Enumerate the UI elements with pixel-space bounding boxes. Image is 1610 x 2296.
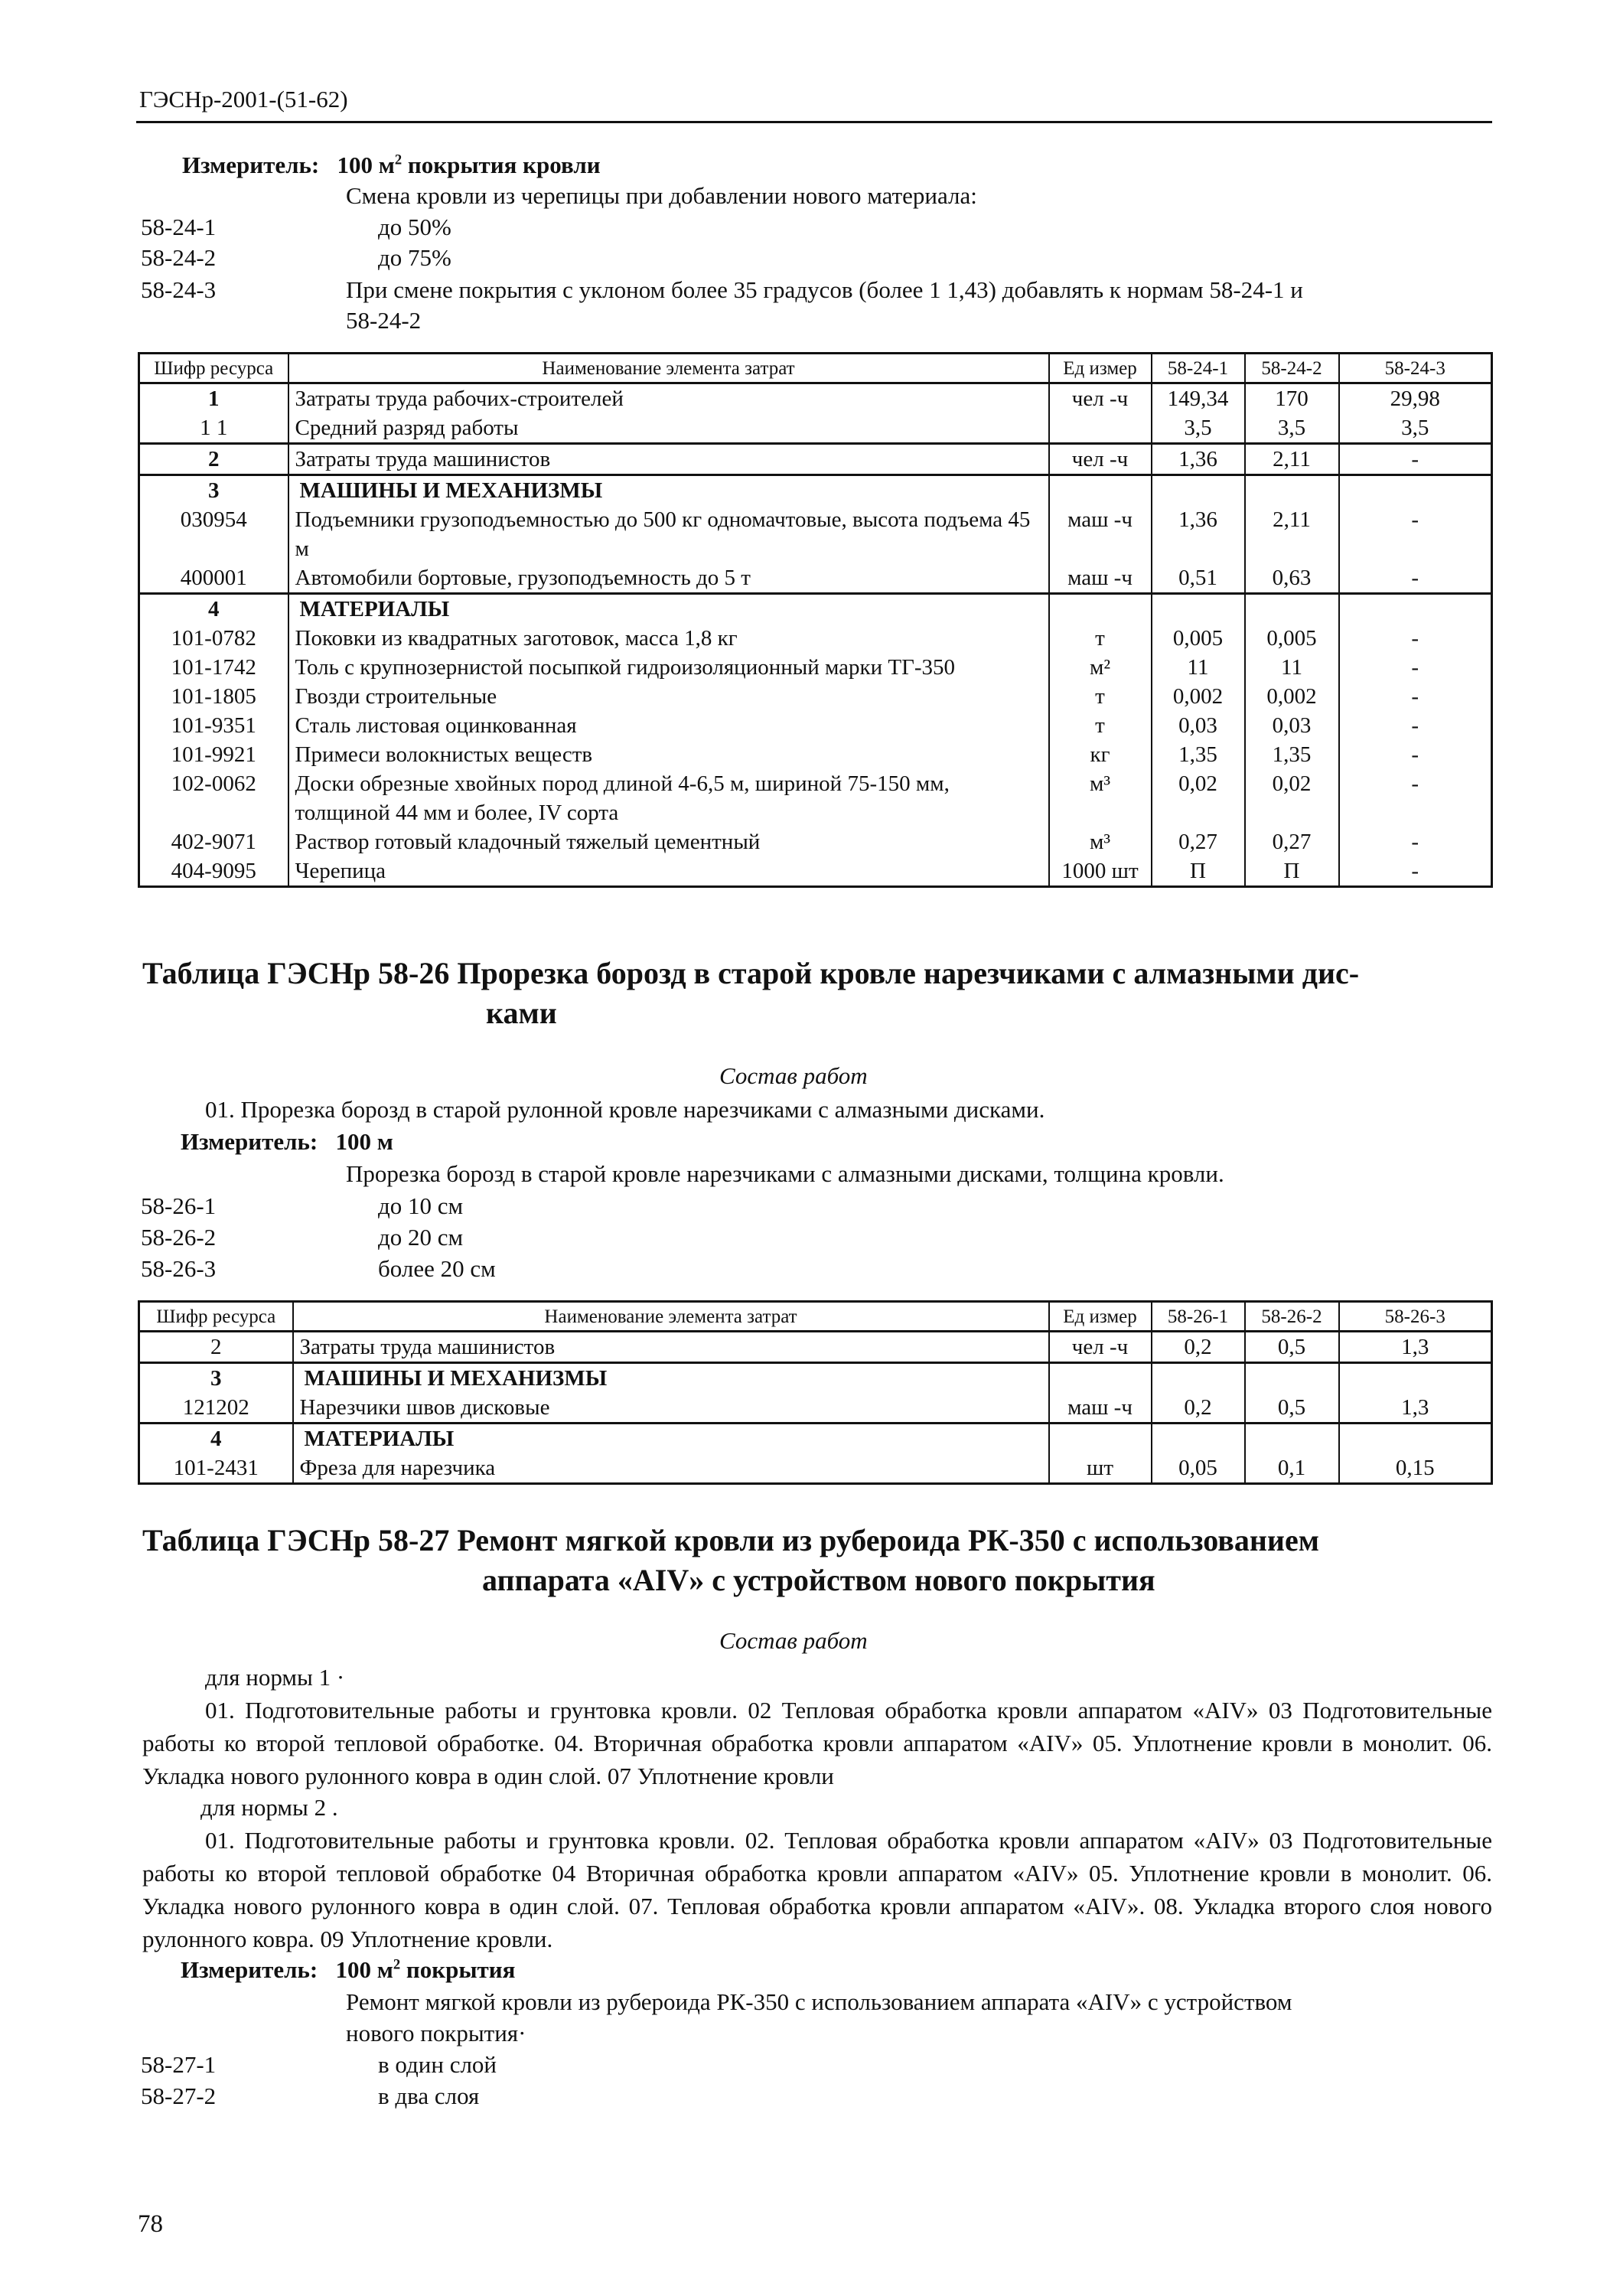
- resource-unit: маш -ч: [1049, 1393, 1152, 1424]
- resource-code: 101-9351: [139, 711, 288, 740]
- col-header-norm-2: 58-26-2: [1245, 1302, 1339, 1332]
- table-row: [139, 383, 1492, 414]
- col-header-norm-3: 58-24-3: [1339, 354, 1492, 383]
- resource-name: Подъемники грузоподъемностью до 500 кг одномачтовые, высота подъема 45 м: [288, 505, 1049, 563]
- resource-name: Затраты труда машинистов: [288, 444, 1049, 475]
- value-norm-3: -: [1339, 856, 1492, 887]
- resource-unit: маш -ч: [1049, 563, 1152, 594]
- measure-sup: 2: [393, 1956, 401, 1973]
- measure-line-58-24: [182, 150, 601, 181]
- norm-code: 58-24-1: [141, 214, 217, 240]
- measure-sup: 2: [394, 152, 402, 168]
- value-norm-1: 0,005: [1152, 624, 1245, 653]
- resource-unit: чел -ч: [1049, 383, 1152, 414]
- table-row: [139, 624, 1492, 653]
- value-norm-1: 3,5: [1152, 413, 1245, 444]
- value-norm-1: 0,03: [1152, 711, 1245, 740]
- table-row: [139, 711, 1492, 740]
- measure-line-58-27: [181, 1955, 515, 1985]
- value-norm-3: -: [1339, 711, 1492, 740]
- value-norm-1: 0,05: [1152, 1453, 1245, 1484]
- value-norm-2: 0,002: [1245, 682, 1339, 711]
- value-norm-3: 1,3: [1339, 1393, 1492, 1424]
- norm1-works: 01. Подготовительные работы и грунтовка кровли. 02 Тепловая обработка кровли аппаратом «AIV» 03 Подготовительные работы ко второй тепловой обработке. 04. Вторичная обработка кровли аппаратом «AIV» 05. Уплотнение кровли в монолит. 06. Укладка нового рулонного ковра в один слой. 07 Уплотнение кровли: [142, 1697, 1492, 1789]
- value-norm-2: 1,35: [1245, 740, 1339, 769]
- resource-code: 4: [139, 594, 288, 625]
- resource-unit: м³: [1049, 827, 1152, 856]
- table-row: [139, 444, 1492, 475]
- table-row: [139, 505, 1492, 563]
- resource-code: 402-9071: [139, 827, 288, 856]
- col-header-name: Наименование элемента затрат: [293, 1302, 1049, 1332]
- measure-label: Измеритель:: [182, 152, 320, 178]
- table-section-row: [139, 475, 1492, 506]
- resource-code: 101-0782: [139, 624, 288, 653]
- page-number: 78: [138, 2210, 163, 2238]
- col-header-name: Наименование элемента затрат: [288, 354, 1049, 383]
- empty-cell: [1339, 594, 1492, 625]
- resource-name: Затраты труда рабочих-строителей: [288, 383, 1049, 414]
- value-norm-1: 1,36: [1152, 505, 1245, 563]
- table-group-machines: [139, 475, 1492, 594]
- empty-cell: [1245, 475, 1339, 506]
- value-norm-3: -: [1339, 444, 1492, 475]
- value-norm-3: 1,3: [1339, 1332, 1492, 1363]
- value-norm-1: 11: [1152, 653, 1245, 682]
- value-norm-1: 0,27: [1152, 827, 1245, 856]
- value-norm-3: 0,15: [1339, 1453, 1492, 1484]
- resource-code: 4: [139, 1424, 293, 1454]
- empty-cell: [1049, 475, 1152, 506]
- resource-unit: шт: [1049, 1453, 1152, 1484]
- value-norm-2: 3,5: [1245, 413, 1339, 444]
- norm-code: 58-27-1: [141, 2051, 217, 2078]
- norm-code: 58-24-3: [141, 276, 217, 303]
- value-norm-2: 0,1: [1245, 1453, 1339, 1484]
- measure-label: Измеритель:: [181, 1956, 318, 1983]
- norm-intro-58-27-line1: Ремонт мягкой кровли из рубероида РК-350 с использованием аппарата «AIV» с устройством: [346, 1988, 1292, 2015]
- empty-cell: [1152, 1363, 1245, 1394]
- value-norm-2: П: [1245, 856, 1339, 887]
- value-norm-2: 0,27: [1245, 827, 1339, 856]
- norm-text: до 20 см: [378, 1224, 464, 1251]
- norm-code: 58-27-2: [141, 2082, 217, 2109]
- table-header-row: [139, 1302, 1492, 1332]
- value-norm-1: 0,2: [1152, 1393, 1245, 1424]
- norm-text: до 75%: [378, 244, 451, 271]
- resource-code: 400001: [139, 563, 288, 594]
- norm-text: до 10 см: [378, 1192, 464, 1219]
- resource-code: 101-1805: [139, 682, 288, 711]
- resource-code: 404-9095: [139, 856, 288, 887]
- resource-name: Доски обрезные хвойных пород длиной 4-6,5 м, шириной 75-150 мм, толщиной 44 мм и более, IV сорта: [288, 769, 1049, 827]
- value-norm-1: П: [1152, 856, 1245, 887]
- value-norm-2: 0,005: [1245, 624, 1339, 653]
- value-norm-1: 0,002: [1152, 682, 1245, 711]
- value-norm-2: 0,5: [1245, 1332, 1339, 1363]
- norm-text: более 20 см: [378, 1255, 496, 1282]
- norm-text: в один слой: [378, 2051, 497, 2078]
- resource-name: Толь с крупнозернистой посыпкой гидроизоляционный марки ТГ-350: [288, 653, 1049, 682]
- resource-code: 1 1: [139, 413, 288, 444]
- norm-code: 58-26-1: [141, 1192, 217, 1219]
- section-heading: МАТЕРИАЛЫ: [293, 1424, 1049, 1454]
- resource-unit: т: [1049, 711, 1152, 740]
- empty-cell: [1339, 1363, 1492, 1394]
- table-row: [139, 1453, 1492, 1484]
- value-norm-2: 2,11: [1245, 505, 1339, 563]
- table-group-operators: [139, 444, 1492, 475]
- measure-value: 100 м: [335, 1956, 393, 1983]
- resource-name: Фреза для нарезчика: [293, 1453, 1049, 1484]
- resource-code: 101-2431: [139, 1453, 293, 1484]
- value-norm-1: 0,2: [1152, 1332, 1245, 1363]
- table-group-labor: [139, 383, 1492, 444]
- table-title-58-27-line1: Таблица ГЭСНр 58-27 Ремонт мягкой кровли из рубероида РК-350 с использованием: [142, 1523, 1319, 1557]
- resource-code: 2: [139, 1332, 293, 1363]
- resource-name: Гвозди строительные: [288, 682, 1049, 711]
- norm-text: до 50%: [378, 214, 451, 240]
- table-row: [139, 563, 1492, 594]
- resource-name: Черепица: [288, 856, 1049, 887]
- resource-code: 3: [139, 475, 288, 506]
- norm-text: в два слоя: [378, 2082, 480, 2109]
- table-row: [139, 740, 1492, 769]
- table-group-materials: [139, 1424, 1492, 1484]
- norm1-label: для нормы 1 ·: [205, 1664, 345, 1691]
- resource-code: 1: [139, 383, 288, 414]
- resource-name: Поковки из квадратных заготовок, масса 1,8 кг: [288, 624, 1049, 653]
- empty-cell: [1152, 475, 1245, 506]
- section-heading: МАШИНЫ И МЕХАНИЗМЫ: [293, 1363, 1049, 1394]
- col-header-norm-1: 58-24-1: [1152, 354, 1245, 383]
- resource-code: 030954: [139, 505, 288, 563]
- empty-cell: [1245, 594, 1339, 625]
- empty-cell: [1245, 1424, 1339, 1454]
- table-header-row: [139, 354, 1492, 383]
- measure-value: 100 м: [335, 1128, 393, 1155]
- norm-text: При смене покрытия с уклоном более 35 градусов (более 1 1,43) добавлять к нормам 58-24-1 и: [346, 276, 1303, 303]
- norm-code: 58-24-2: [141, 244, 217, 271]
- empty-cell: [1245, 1363, 1339, 1394]
- value-norm-1: 1,35: [1152, 740, 1245, 769]
- value-norm-3: -: [1339, 769, 1492, 827]
- empty-cell: [1049, 1424, 1152, 1454]
- resource-unit: чел -ч: [1049, 444, 1152, 475]
- value-norm-1: 0,02: [1152, 769, 1245, 827]
- value-norm-3: -: [1339, 827, 1492, 856]
- empty-cell: [1152, 1424, 1245, 1454]
- norm-code: 58-26-2: [141, 1224, 217, 1251]
- col-header-code: Шифр ресурса: [139, 1302, 293, 1332]
- table-row: [139, 653, 1492, 682]
- value-norm-1: 0,51: [1152, 563, 1245, 594]
- table-row: [139, 769, 1492, 827]
- resource-unit: т: [1049, 624, 1152, 653]
- resource-unit: кг: [1049, 740, 1152, 769]
- norm2-label: для нормы 2 .: [200, 1794, 338, 1821]
- value-norm-3: -: [1339, 653, 1492, 682]
- empty-cell: [1339, 475, 1492, 506]
- table-row: [139, 827, 1492, 856]
- table-row: [139, 682, 1492, 711]
- resource-unit: м²: [1049, 653, 1152, 682]
- resource-unit: маш -ч: [1049, 505, 1152, 563]
- value-norm-1: 1,36: [1152, 444, 1245, 475]
- norm-code: 58-26-3: [141, 1255, 217, 1282]
- resource-table-58-26: [138, 1300, 1493, 1485]
- value-norm-2: 0,5: [1245, 1393, 1339, 1424]
- empty-cell: [1049, 594, 1152, 625]
- table-row: [139, 413, 1492, 444]
- norm-intro-58-27-line2: нового покрытия·: [346, 2020, 526, 2047]
- table-title-58-26-line1: Таблица ГЭСНр 58-26 Прорезка борозд в старой кровле нарезчиками с алмазными дис-: [142, 956, 1360, 990]
- works-heading-58-26: Состав работ: [719, 1062, 868, 1089]
- section-heading: МАТЕРИАЛЫ: [288, 594, 1049, 625]
- empty-cell: [1152, 594, 1245, 625]
- value-norm-2: 0,02: [1245, 769, 1339, 827]
- col-header-norm-2: 58-24-2: [1245, 354, 1339, 383]
- running-head: ГЭСНр-2001-(51-62): [139, 86, 348, 113]
- table-row: [139, 856, 1492, 887]
- value-norm-3: -: [1339, 740, 1492, 769]
- resource-code: 3: [139, 1363, 293, 1394]
- table-group-operators: [139, 1332, 1492, 1363]
- value-norm-1: 149,34: [1152, 383, 1245, 414]
- table-section-row: [139, 1363, 1492, 1394]
- col-header-code: Шифр ресурса: [139, 354, 288, 383]
- value-norm-3: -: [1339, 682, 1492, 711]
- value-norm-3: 29,98: [1339, 383, 1492, 414]
- table-row: [139, 1393, 1492, 1424]
- measure-rest: покрытия кровли: [402, 152, 601, 178]
- norm-text-cont: 58-24-2: [346, 307, 422, 334]
- value-norm-2: 170: [1245, 383, 1339, 414]
- table-group-machines: [139, 1363, 1492, 1424]
- resource-code: 2: [139, 444, 288, 475]
- resource-name: Нарезчики швов дисковые: [293, 1393, 1049, 1424]
- resource-code: 102-0062: [139, 769, 288, 827]
- value-norm-2: 2,11: [1245, 444, 1339, 475]
- norm-intro-58-24: Смена кровли из черепицы при добавлении нового материала:: [346, 182, 977, 209]
- table-section-row: [139, 1424, 1492, 1454]
- col-header-unit: Ед измер: [1049, 354, 1152, 383]
- resource-table-58-24: [138, 352, 1493, 888]
- col-header-norm-3: 58-26-3: [1339, 1302, 1492, 1332]
- measure-rest: покрытия: [400, 1956, 516, 1983]
- value-norm-2: 11: [1245, 653, 1339, 682]
- table-section-row: [139, 594, 1492, 625]
- resource-name: Сталь листовая оцинкованная: [288, 711, 1049, 740]
- value-norm-3: 3,5: [1339, 413, 1492, 444]
- resource-unit: чел -ч: [1049, 1332, 1152, 1363]
- resource-code: 101-1742: [139, 653, 288, 682]
- measure-line-58-26: [181, 1127, 393, 1157]
- resource-name: Средний разряд работы: [288, 413, 1049, 444]
- works-text-58-26: 01. Прорезка борозд в старой рулонной кровле нарезчиками с алмазными дисками.: [205, 1096, 1045, 1123]
- value-norm-3: -: [1339, 624, 1492, 653]
- table-title-58-26-line2: ками: [486, 996, 557, 1030]
- resource-unit: [1049, 413, 1152, 444]
- resource-code: 121202: [139, 1393, 293, 1424]
- resource-name: Примеси волокнистых веществ: [288, 740, 1049, 769]
- section-heading: МАШИНЫ И МЕХАНИЗМЫ: [288, 475, 1049, 506]
- table-title-58-27-line2: аппарата «AIV» с устройством нового покрытия: [482, 1563, 1155, 1597]
- resource-unit: 1000 шт: [1049, 856, 1152, 887]
- resource-unit: т: [1049, 682, 1152, 711]
- table-row: [139, 1332, 1492, 1363]
- value-norm-3: -: [1339, 505, 1492, 563]
- norm2-works: 01. Подготовительные работы и грунтовка кровли. 02. Тепловая обработка кровли аппаратом «AIV» 03 Подготовительные работы ко второй тепловой обработке 04 Вторичная обработка кровли аппаратом «AIV» 05. Уплотнение кровли в монолит. 06. Укладка нового рулонного ковра в один слой. 07. Тепловая обработка кровли аппаратом «AIV». 08. Укладка второго слоя нового рулонного ковра. 09 Уплотнение кровли.: [142, 1827, 1492, 1952]
- value-norm-3: -: [1339, 563, 1492, 594]
- resource-name: Автомобили бортовые, грузоподъемность до 5 т: [288, 563, 1049, 594]
- value-norm-2: 0,03: [1245, 711, 1339, 740]
- resource-code: 101-9921: [139, 740, 288, 769]
- measure-label: Измеритель:: [181, 1128, 318, 1155]
- empty-cell: [1049, 1363, 1152, 1394]
- value-norm-2: 0,63: [1245, 563, 1339, 594]
- col-header-unit: Ед измер: [1049, 1302, 1152, 1332]
- table-group-materials: [139, 594, 1492, 887]
- resource-unit: м³: [1049, 769, 1152, 827]
- empty-cell: [1339, 1424, 1492, 1454]
- col-header-norm-1: 58-26-1: [1152, 1302, 1245, 1332]
- resource-name: Затраты труда машинистов: [293, 1332, 1049, 1363]
- works-heading-58-27: Состав работ: [719, 1627, 868, 1654]
- header-rule: [136, 121, 1492, 123]
- norm-intro-58-26: Прорезка борозд в старой кровле нарезчиками с алмазными дисками, толщина кровли.: [346, 1160, 1224, 1187]
- resource-name: Раствор готовый кладочный тяжелый цементный: [288, 827, 1049, 856]
- measure-value: 100 м: [337, 152, 395, 178]
